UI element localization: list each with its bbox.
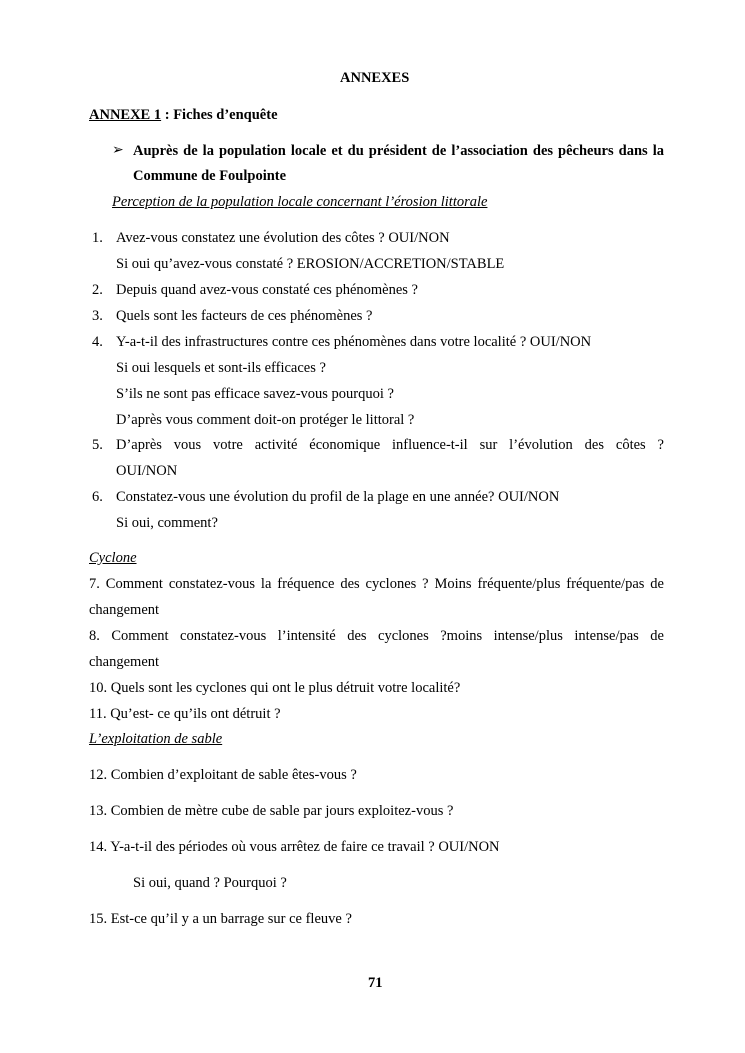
page-number: 71 (368, 975, 383, 991)
question-14: 14. Y-a-t-il des périodes où vous arrêtez de faire ce travail ? OUI/NON (89, 839, 500, 855)
question-15: 15. Est-ce qu’il y a un barrage sur ce fleuve ? (89, 911, 352, 927)
question-number: 1. (92, 230, 103, 246)
question-text: Avez-vous constatez une évolution des côtes ? OUI/NON (116, 230, 450, 246)
perception-title: Perception de la population locale concernant l’érosion littorale (112, 194, 488, 210)
cyclone-title: Cyclone (89, 550, 137, 566)
bullet-line-2: Commune de Foulpointe (133, 168, 287, 184)
annexe-title (89, 106, 278, 124)
question-text: Quels sont les facteurs de ces phénomènes ? (116, 308, 373, 324)
question-text: Si oui lesquels et sont-ils efficaces ? (116, 360, 326, 376)
question-8-line-1: 8. Comment constatez-vous l’intensité des cyclones ?moins intense/plus intense/pas de (89, 628, 664, 644)
question-7-line-2: changement (89, 602, 160, 618)
question-text: Constatez-vous une évolution du profil de la plage en une année? OUI/NON (116, 489, 560, 505)
question-text: D’après vous votre activité économique influence-t-il sur l’évolution des côtes ? (116, 437, 664, 453)
question-8-line-2: changement (89, 654, 160, 670)
question-number: 3. (92, 308, 103, 324)
page-heading: ANNEXES (340, 70, 410, 86)
question-number: 2. (92, 282, 103, 298)
question-number: 6. (92, 489, 103, 505)
question-number: 4. (92, 334, 103, 350)
question-text: D’après vous comment doit-on protéger le littoral ? (116, 412, 415, 428)
question-text: S’ils ne sont pas efficace savez-vous pourquoi ? (116, 386, 394, 402)
question-text: OUI/NON (116, 463, 178, 479)
question-11: 11. Qu’est- ce qu’ils ont détruit ? (89, 706, 281, 722)
annexe-subtitle: : Fiches d’enquête (161, 107, 278, 123)
question-13: 13. Combien de mètre cube de sable par jours exploitez-vous ? (89, 803, 454, 819)
question-12: 12. Combien d’exploitant de sable êtes-vous ? (89, 767, 357, 783)
question-text: Si oui, comment? (116, 515, 218, 531)
question-text: Depuis quand avez-vous constaté ces phénomènes ? (116, 282, 418, 298)
arrow-bullet-icon: ➢ (112, 143, 124, 158)
question-text: Si oui qu’avez-vous constaté ? EROSION/ACCRETION/STABLE (116, 256, 505, 272)
question-number: 5. (92, 437, 103, 453)
question-7-line-1: 7. Comment constatez-vous la fréquence des cyclones ? Moins fréquente/plus fréquente/pas de (89, 576, 664, 592)
question-14-followup: Si oui, quand ? Pourquoi ? (133, 875, 287, 891)
annexe-label: ANNEXE 1 (89, 107, 162, 123)
question-10: 10. Quels sont les cyclones qui ont le plus détruit votre localité? (89, 680, 461, 696)
question-text: Y-a-t-il des infrastructures contre ces phénomènes dans votre localité ? OUI/NON (116, 334, 592, 350)
bullet-line-1: Auprès de la population locale et du président de l’association des pêcheurs dans la (133, 143, 664, 159)
sable-title: L’exploitation de sable (89, 731, 223, 747)
